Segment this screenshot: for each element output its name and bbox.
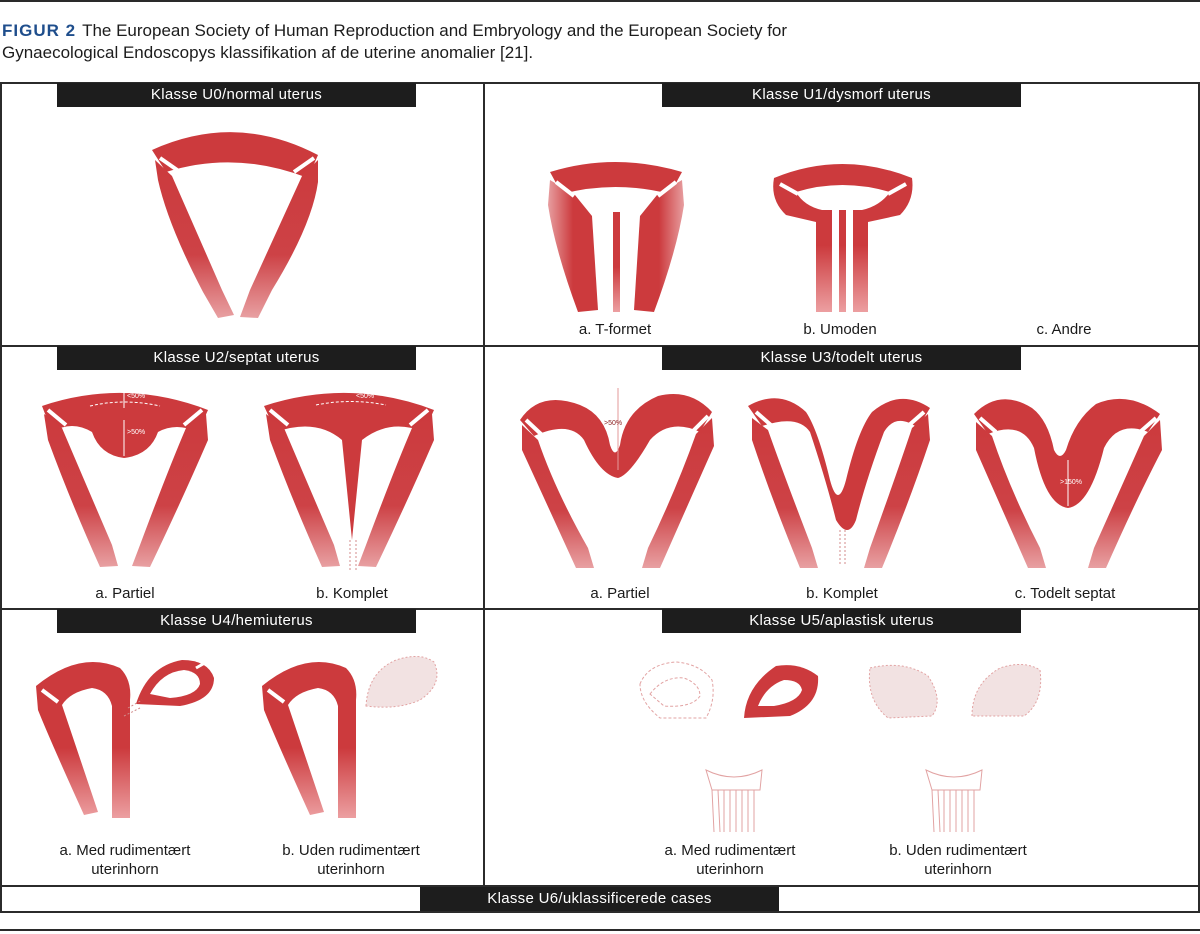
banner-class-u1: Klasse U1/dysmorf uterus bbox=[662, 83, 1021, 107]
banner-class-u6: Klasse U6/uklassificerede cases bbox=[420, 887, 779, 911]
label-u4a: a. Med rudimentært uterinhorn bbox=[59, 842, 191, 878]
label-u1a: a. T-formet bbox=[578, 321, 652, 338]
label-u3a: a. Partiel bbox=[590, 585, 650, 602]
u2b-complete-septate-drawing bbox=[264, 393, 434, 570]
u1b-infantile-drawing bbox=[773, 164, 912, 312]
u5a-with-horn-drawing bbox=[640, 662, 818, 832]
caption-text: The European Society of Human Reproduction and Embryology and the European Society for Gynaecological Endoscopys klassifikation af de uterine anomalier [21]. bbox=[2, 21, 788, 62]
u2a-partial-septate-drawing bbox=[42, 388, 208, 567]
figure-label: FIGUR 2 bbox=[2, 21, 77, 40]
banner-class-u2: Klasse U2/septat uterus bbox=[57, 346, 416, 370]
banner-class-u0: Klasse U0/normal uterus bbox=[57, 83, 416, 107]
label-u3c: c. Todelt septat bbox=[1014, 585, 1116, 602]
u2a-indent-percent: >50% bbox=[127, 429, 146, 436]
u0-normal-uterus-drawing bbox=[152, 132, 318, 318]
banner-class-u5: Klasse U5/aplastisk uterus bbox=[662, 609, 1021, 633]
u3c-bicorporeal-septate-drawing bbox=[974, 399, 1162, 568]
label-u1b: b. Umoden bbox=[803, 321, 877, 338]
u4b-without-horn-drawing bbox=[262, 656, 437, 818]
label-u1c: c. Andre bbox=[1036, 321, 1092, 338]
label-u5a: a. Med rudimentært uterinhorn bbox=[664, 842, 796, 878]
label-u5b: b. Uden rudimentært uterinhorn bbox=[889, 842, 1027, 878]
u0-right-wall bbox=[240, 160, 318, 318]
u1a-t-shaped-drawing bbox=[548, 162, 684, 312]
u4a-with-rudimentary-horn-drawing bbox=[36, 660, 214, 818]
label-u2b: b. Komplet bbox=[316, 585, 388, 602]
u3a-partial-bicorporeal-drawing bbox=[520, 388, 714, 568]
label-u3b: b. Komplet bbox=[806, 585, 878, 602]
u3c-septum-percent: >150% bbox=[1060, 479, 1082, 486]
label-u4b: b. Uden rudimentært uterinhorn bbox=[282, 842, 420, 878]
u0-left-wall bbox=[155, 160, 234, 318]
label-u2a: a. Partiel bbox=[95, 585, 155, 602]
banner-class-u4: Klasse U4/hemiuterus bbox=[57, 609, 416, 633]
bottom-rule bbox=[0, 929, 1200, 931]
u2b-top-percent: <50% bbox=[356, 393, 375, 400]
u2a-top-percent: <50% bbox=[127, 393, 146, 400]
u5b-without-horn-drawing bbox=[869, 664, 1040, 832]
banner-class-u3: Klasse U3/todelt uterus bbox=[662, 346, 1021, 370]
u3b-complete-bicorporeal-drawing bbox=[748, 398, 930, 568]
u3a-indent-percent: >50% bbox=[604, 420, 623, 427]
